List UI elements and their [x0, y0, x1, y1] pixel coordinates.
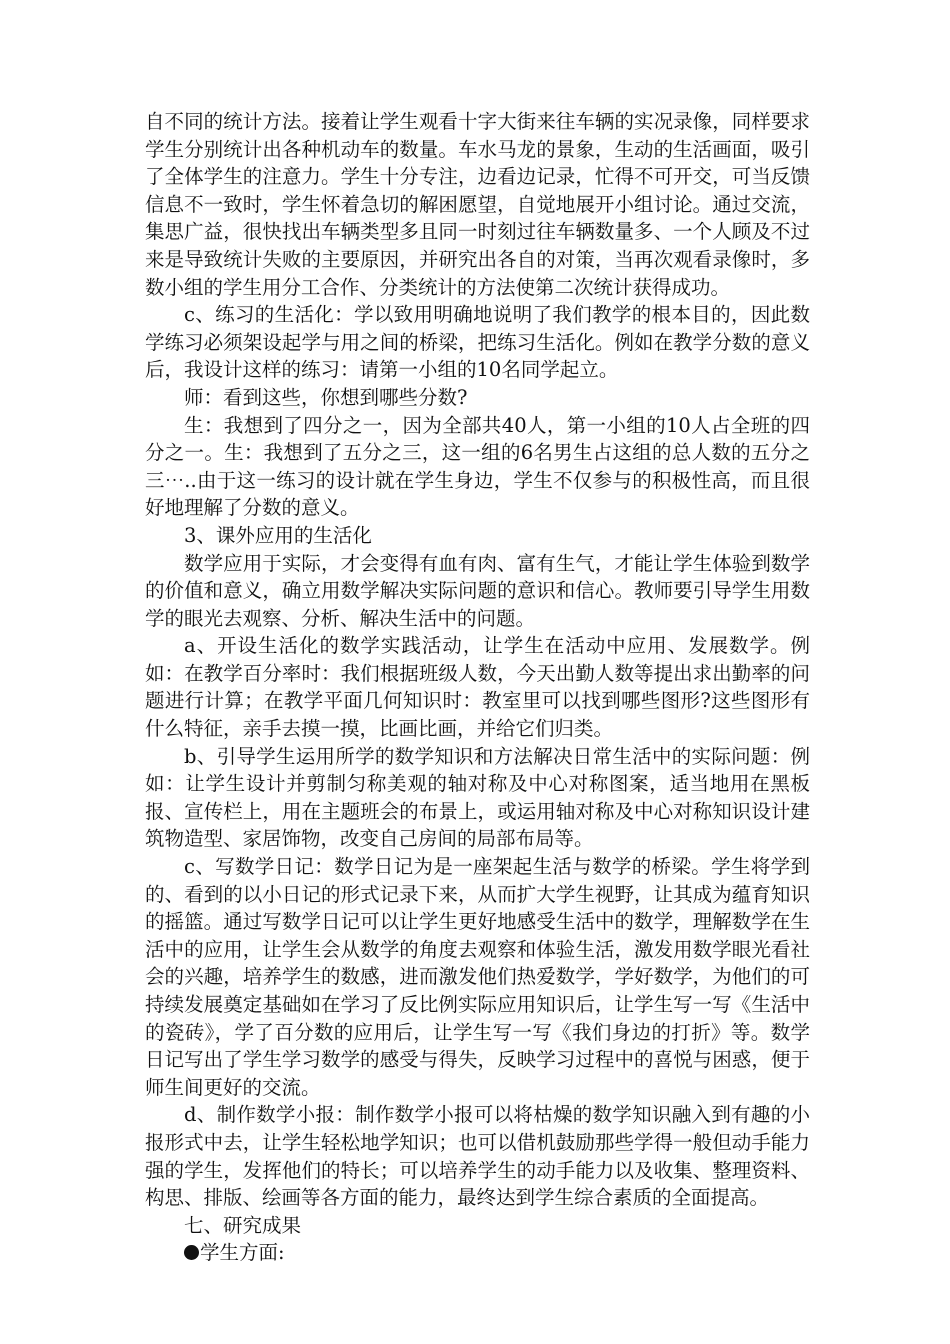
bullet-item-students — [145, 1239, 810, 1267]
paragraph-statistics-method: 自不同的统计方法。接着让学生观看十字大街来往车辆的实况录像，同样要求学生分别统计出各种机动车的数量。车水马龙的景象，生动的生活画面，吸引了全体学生的注意力。学生十分专注，边看边记录，忙得不可开交，可当反馈信息不一致时，学生怀着急切的解困愿望，自觉地展开小组讨论。通过交流，集思广益，很快找出车辆类型多且同一时刻过往车辆数量多、一个人顾及不过来是导致统计失败的主要原因，并研究出各自的对策，当再次观看录像时，多数小组的学生用分工合作、分类统计的方法使第二次统计获得成功。 — [145, 110, 810, 299]
section-heading-extracurricular: 3、课外应用的生活化 — [184, 523, 372, 547]
paragraph-student-answer: 生：我想到了四分之一，因为全部共40人，第一小组的10人占全班的四分之一。生：我想到了五分之三，这一组的6名男生占这组的总人数的五分之三⋯..由于这一练习的设计就在学生身边，学生不仅参与的积极性高，而且很好地理解了分数的意义。 — [145, 413, 810, 520]
document-body — [145, 108, 810, 1267]
paragraph-teacher-question: 师：看到这些，你想到哪些分数? — [184, 385, 468, 409]
bullet-item-label: 学生方面: — [200, 1241, 285, 1265]
paragraph-math-newspaper: d、制作数学小报：制作数学小报可以将枯燥的数学知识融入到有趣的小报形式中去，让学生轻松地学知识；也可以借机鼓励那些学得一般但动手能力强的学生，发挥他们的特长；可以培养学生的动手能力以及收集、整理资料、构思、排版、绘画等各方面的能力，最终达到学生综合素质的全面提高。 — [145, 1103, 810, 1210]
bullet-dot-icon — [184, 1245, 199, 1260]
paragraph-practice-life: c、练习的生活化：学以致用明确地说明了我们教学的根本目的，因此数学练习必须架设起学与用之间的桥梁，把练习生活化。例如在教学分数的意义后，我设计这样的练习：请第一小组的10名同学起立。 — [145, 303, 810, 382]
paragraph-math-diary: c、写数学日记：数学日记为是一座架起生活与数学的桥梁。学生将学到的、看到的以小日记的形式记录下来，从而扩大学生视野，让其成为蕴育知识的摇篮。通过写数学日记可以让学生更好地感受生活中的数学，理解数学在生活中的应用，让学生会从数学的角度去观察和体验生活，激发用数学眼光看社会的兴趣，培养学生的数感，进而激发他们热爱数学，学好数学，为他们的可持续发展奠定基础如在学习了反比例实际应用知识后，让学生写一写《生活中的瓷砖》，学了百分数的应用后，让学生写一写《我们身边的打折》等。数学日记写出了学生学习数学的感受与得失，反映学习过程中的喜悦与困惑，便于师生间更好的交流。 — [145, 855, 810, 1099]
paragraph-math-application: 数学应用于实际，才会变得有血有肉、富有生气，才能让学生体验到数学的价值和意义，确立用数学解决实际问题的意识和信心。教师要引导学生用数学的眼光去观察、分析、解决生活中的问题。 — [145, 551, 810, 630]
paragraph-practice-activity: a、开设生活化的数学实践活动，让学生在活动中应用、发展数学。例如：在教学百分率时：我们根据班级人数，今天出勤人数等提出求出勤率的问题进行计算；在教学平面几何知识时：教室里可以找到哪些图形?这些图形有什么特征，亲手去摸一摸，比画比画，并给它们归类。 — [145, 634, 810, 741]
paragraph-solve-problems: b、引导学生运用所学的数学知识和方法解决日常生活中的实际问题：例如：让学生设计并剪制匀称美观的轴对称及中心对称图案，适当地用在黑板报、宣传栏上，用在主题班会的布景上，或运用轴对称及中心对称知识设计建筑物造型、家居饰物，改变自己房间的局部布局等。 — [145, 744, 810, 851]
section-heading-results: 七、研究成果 — [184, 1213, 302, 1237]
